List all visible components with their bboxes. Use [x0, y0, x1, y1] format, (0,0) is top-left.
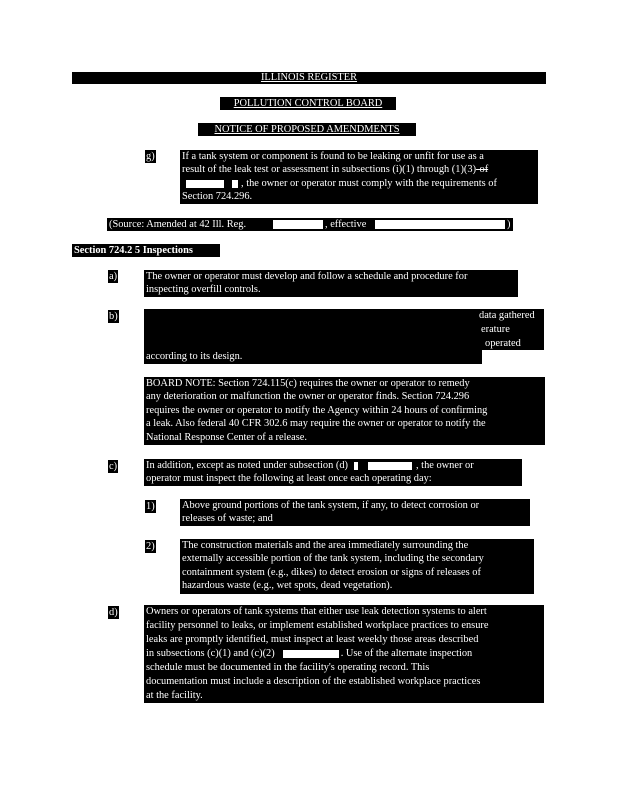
item-c2-line4: hazardous waste (e.g., wet spots, dead vegetation). — [182, 580, 393, 591]
source-blank-date — [273, 220, 323, 229]
item-c-block — [144, 459, 522, 486]
item-c-line1-text: In addition, except as noted under subsection (d) — [146, 460, 348, 471]
item-c1-label: 1) — [146, 501, 155, 512]
item-c-line2: operator must inspect the following at least once each operating day: — [146, 473, 432, 484]
item-c2-line2: externally accessible portion of the tank system, including the secondary — [182, 553, 484, 564]
item-a-block — [144, 270, 518, 297]
item-b-line4: according to its design. — [146, 351, 243, 362]
redaction — [283, 650, 339, 658]
item-d-line7: at the facility. — [146, 690, 203, 701]
item-a-line2: inspecting overfill controls. — [146, 284, 261, 295]
subsection-g-line2-text: result of the leak test or assessment in subsections (i)(1) through (1)(3) — [182, 164, 477, 175]
board-note-block — [144, 377, 545, 445]
item-c2-line1: The construction materials and the area immediately surrounding the — [182, 540, 469, 551]
item-d-line4-text: . Use of the alternate inspection — [340, 648, 473, 659]
item-b-fragment-3: operated — [485, 338, 521, 349]
board-note-line3: requires the owner or operator to notify the Agency within 24 hours of confirming — [146, 405, 488, 416]
item-a-line1: The owner or operator must develop and follow a schedule and procedure for — [146, 271, 468, 282]
source-line — [107, 218, 513, 231]
board-note-line1: BOARD NOTE: Section 724.115(c) requires the owner or operator to remedy — [146, 378, 470, 389]
notice-title: NOTICE OF PROPOSED AMENDMENTS — [198, 123, 416, 136]
item-b-label: b) — [109, 311, 118, 322]
register-title: ILLINOIS REGISTER — [260, 72, 358, 83]
source-blank-effective — [375, 220, 505, 229]
subsection-g-line2 — [182, 163, 488, 176]
subsection-g-line4: Section 724.296. — [182, 191, 253, 202]
item-b-fragment-2: erature — [481, 324, 510, 335]
item-c-line1 — [146, 459, 474, 472]
item-d-line4-text: in subsections (c)(1) and (c)(2) — [146, 648, 275, 659]
item-d-line2: facility personnel to leaks, or implement established workplace practices to ensure — [146, 620, 489, 631]
redaction — [354, 462, 358, 470]
subsection-g-line1: If a tank system or component is found to be leaking or unfit for use as a — [182, 151, 484, 162]
redaction — [232, 180, 238, 188]
source-effective: , effective — [325, 219, 367, 230]
item-c1-block — [180, 499, 530, 526]
item-c2-label: 2) — [146, 541, 155, 552]
subsection-g-struck-text: -of — [476, 164, 489, 175]
item-b-notch — [482, 350, 544, 364]
subsection-g-line3-text: , the owner or operator must comply with the requirements of — [241, 178, 497, 189]
subsection-g-line3 — [182, 177, 497, 190]
item-b-fragment-1: data gathered — [479, 310, 535, 321]
redaction — [368, 462, 412, 470]
item-c-label: c) — [109, 461, 118, 472]
board-note-line4: a leak. Also federal 40 CFR 302.6 may require the owner or operator to notify the — [146, 418, 486, 429]
item-d-line6: documentation must include a description of the established workplace practices — [146, 676, 481, 687]
board-note-line5: National Response Center of a release. — [146, 432, 307, 443]
subsection-g-block — [180, 150, 538, 204]
item-d-line3: leaks are promptly identified, must inspect at least weekly those areas described — [146, 634, 479, 645]
section-heading: Section 724.2 5 Inspections — [72, 244, 220, 257]
item-c1-line2: releases of waste; and — [182, 513, 273, 524]
item-d-line4 — [146, 647, 472, 660]
item-c2-line3: containment system (e.g., dikes) to detect erosion or signs of releases of — [182, 567, 481, 578]
item-d-line1: Owners or operators of tank systems that either use leak detection systems to alert — [146, 606, 487, 617]
board-title: POLLUTION CONTROL BOARD — [220, 97, 396, 110]
item-d-line5: schedule must be documented in the facility's operating record. This — [146, 662, 430, 673]
redaction — [186, 180, 224, 188]
item-c1-line1: Above ground portions of the tank system, if any, to detect corrosion or — [182, 500, 480, 511]
item-c2-block — [180, 539, 534, 594]
item-d-label: d) — [109, 607, 118, 618]
board-note-line2: any deterioration or malfunction the owner or operator finds. Section 724.296 — [146, 391, 470, 402]
source-close: ) — [507, 219, 511, 230]
item-a-label: a) — [109, 271, 118, 282]
item-d-block — [144, 605, 544, 703]
item-c-line1-text: , the owner or — [415, 460, 474, 471]
subsection-g-label: g) — [146, 151, 155, 162]
source-lead: (Source: Amended at 42 Ill. Reg. — [109, 219, 247, 230]
